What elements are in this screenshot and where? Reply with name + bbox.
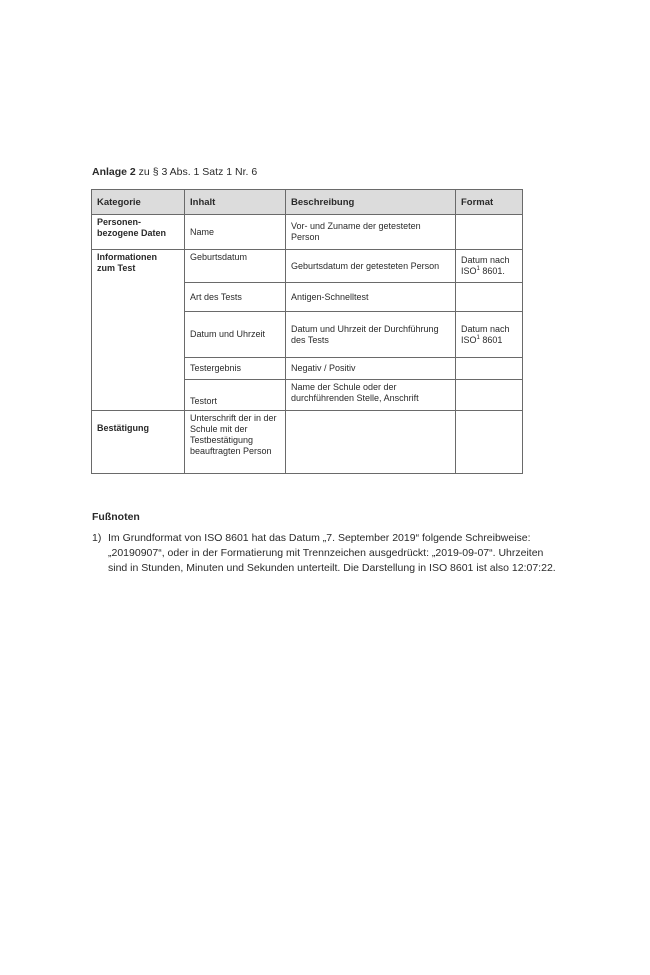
cell-kategorie: Informationen zum Test	[92, 250, 185, 411]
cell-beschreibung: Geburtsdatum der getesteten Person	[286, 250, 456, 283]
cell-kategorie: Personen- bezogene Daten	[92, 215, 185, 250]
table-header-row	[92, 190, 523, 215]
cell-inhalt: Unterschrift der in der Schule mit der Testbestätigung beauftragten Person	[185, 411, 286, 474]
cell-format	[456, 358, 523, 380]
cell-inhalt: Testort	[185, 380, 286, 411]
table-row	[92, 250, 523, 283]
header-format: Format	[456, 190, 523, 215]
cell-inhalt: Testergebnis	[185, 358, 286, 380]
footnote-text: Im Grundformat von ISO 8601 hat das Datum „7. September 2019“ folgende Schreibweise: „20190907“, oder in der Formatierung mit Trennzeichen ausgedrückt: „2019-09-07“. Uhrzeiten sind in Stunden, Minuten und Sekunden unterteilt. Die Darstellung in ISO 8601 ist also 12:07:22.	[108, 532, 556, 574]
footnotes-heading: Fußnoten	[92, 511, 140, 523]
footnote-item	[92, 531, 562, 576]
footnote-number: 1)	[92, 532, 102, 544]
cell-kategorie: Bestätigung	[92, 411, 185, 474]
cell-format	[456, 380, 523, 411]
table-row	[92, 215, 523, 250]
cell-format	[456, 283, 523, 312]
cell-format: Datum nach ISO$^1$ 8601.	[456, 250, 523, 283]
header-beschreibung: Beschreibung	[286, 190, 456, 215]
cell-inhalt: Geburtsdatum	[185, 250, 286, 283]
cell-format: Datum nach ISO$^1$ 8601	[456, 312, 523, 358]
cell-format	[456, 215, 523, 250]
cell-beschreibung: Name der Schule oder der durchführenden Stelle, Anschrift	[286, 380, 456, 411]
cell-inhalt: Datum und Uhrzeit	[185, 312, 286, 358]
header-kategorie: Kategorie	[92, 190, 185, 215]
cell-beschreibung: Antigen-Schnelltest	[286, 283, 456, 312]
cell-beschreibung: Datum und Uhrzeit der Durchführung des Tests	[286, 312, 456, 358]
annex-label: Anlage 2	[92, 166, 136, 178]
header-inhalt: Inhalt	[185, 190, 286, 215]
cell-inhalt: Name	[185, 215, 286, 250]
table-row	[92, 411, 523, 474]
cell-inhalt: Art des Tests	[185, 283, 286, 312]
data-table	[91, 189, 523, 474]
cell-beschreibung	[286, 411, 456, 474]
annex-heading	[92, 166, 257, 179]
annex-reference: zu § 3 Abs. 1 Satz 1 Nr. 6	[135, 166, 258, 178]
cell-beschreibung: Negativ / Positiv	[286, 358, 456, 380]
cell-format	[456, 411, 523, 474]
cell-beschreibung: Vor- und Zuname der getesteten Person	[286, 215, 456, 250]
